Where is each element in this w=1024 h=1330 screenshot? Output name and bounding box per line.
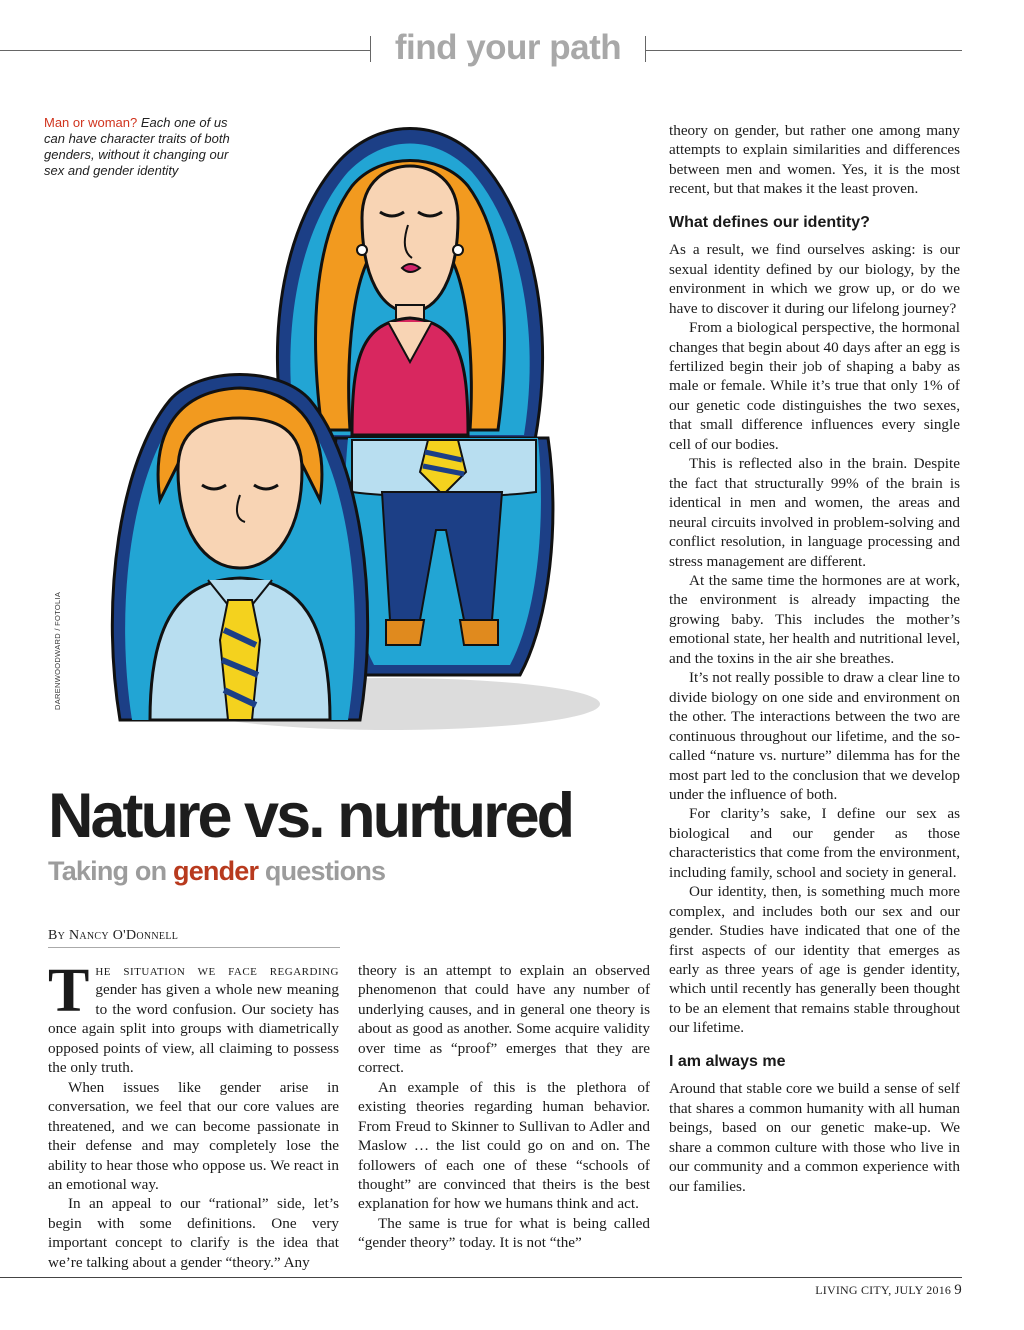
header-tick-right xyxy=(645,36,646,62)
article-column-2 xyxy=(358,961,650,1253)
paragraph-9: At the same time the hormones are at work, the environment is already impacting the growing baby. This includes the mother’s emotional state, her health and nutritional level, and the toxins in the air she breathes. xyxy=(669,571,960,667)
paragraph-3-continued: theory is an attempt to explain an observed phenomenon that could have any number of underlying causes, and in general one theory is about as good as another. Some acquire validity over time as “proof” emerges that they are correct. xyxy=(358,962,650,1077)
paragraph-5-continued: theory on gender, but rather one among many attempts to explain similarities and differences between men and women. Yes, it is the most recent, but that makes it the least proven. xyxy=(669,122,960,198)
subheading-identity: What defines our identity? xyxy=(669,213,870,231)
article-subheadline xyxy=(48,856,385,887)
header-tick-left xyxy=(370,36,371,62)
subheading-always-me: I am always me xyxy=(669,1052,786,1070)
caption-lead: Man or woman? xyxy=(44,115,138,130)
page-number: 9 xyxy=(954,1282,962,1298)
paragraph-1-text: gender has given a whole new meaning to the word confusion. Our society has once again split into groups with diametrically opposed points of view, all claiming to possess the only truth. xyxy=(48,981,339,1077)
paragraph-7: From a biological perspective, the hormonal changes that begin about 40 days after an egg is fertilized begin their job of shaping a baby as male or female. While it’s true that only 1% of our genetic code distinguishes the two sexes, that small difference influences every single cell of our bodies. xyxy=(669,319,960,453)
paragraph-6: As a result, we find ourselves asking: is our sexual identity defined by our biology, by the environment in which we grow up, or do we have to discover it during our lifelong journey? xyxy=(669,241,960,317)
publication-info: LIVING CITY, JULY 2016 xyxy=(815,1283,952,1297)
byline: By Nancy O'Donnell xyxy=(48,928,340,948)
paragraph-8: This is reflected also in the brain. Despite the fact that structurally 99% of the brain is identical in men and women, the areas and neural circuits involved in problem-solving and conflict resolution, in language processing and stress management are different. xyxy=(669,455,960,570)
photo-credit: DARENWOODWARD / FOTOLIA xyxy=(53,591,62,710)
paragraph-2: When issues like gender arise in conversation, we feel that our core values are threatened, and we can become passionate in their defense and may completely lose the ability to hear those who oppose us. We react in an emotional way. xyxy=(48,1078,339,1193)
caption-text: Each one of us can have character traits of both genders, without it changing our sex and gender identity xyxy=(44,115,230,178)
paragraph-12: Our identity, then, is something much more complex, and includes both our sex and our gender. Studies have indicated that one of the first aspects of our identity that emerges as early as three years of age is gender identity, which until recently has generally been thought to be an element that remains stable throughout our lifetime. xyxy=(669,883,960,1037)
article-column-1 xyxy=(48,957,339,1272)
article-column-3 xyxy=(669,121,960,1196)
subhead-highlight: gender xyxy=(173,856,259,886)
drop-cap: T xyxy=(48,957,90,1025)
footer xyxy=(815,1282,962,1299)
paragraph-1 xyxy=(48,957,339,1078)
paragraph-10: It’s not really possible to draw a clear line to divide biology on one side and environment on the other. The interactions between the two are continuous throughout our lifetime, and the so-called “nature vs. nurture” dilemma has for the most part led to the conclusion that we develop under the influence of both. xyxy=(669,669,960,803)
paragraph-3: In an appeal to our “rational” side, let’s begin with some definitions. One very important concept to clarify is the idea that we’re talking about a gender “theory.” Any xyxy=(48,1195,339,1271)
footer-rule xyxy=(0,1277,962,1278)
paragraph-11: For clarity’s sake, I define our sex as biological and our gender as those characteristics that come from the environment, including family, school and society in general. xyxy=(669,805,960,881)
header-rule-left xyxy=(0,50,370,51)
subhead-end: questions xyxy=(258,856,386,886)
paragraph-5: The same is true for what is being called “gender theory” today. It is not “the” xyxy=(358,1214,650,1252)
subhead-start: Taking on xyxy=(48,856,173,886)
paragraph-13: Around that stable core we build a sense of self that shares a common humanity with all human beings, based on our genetic make-up. We share a common culture with those who live in our community and a common experience with our families. xyxy=(669,1080,960,1195)
woman-doll xyxy=(277,129,542,441)
article-headline: Nature vs. nurtured xyxy=(48,781,573,851)
paragraph-4: An example of this is the plethora of existing theories regarding human behavior. From Freud to Skinner to Sullivan to Adler and Maslow … the list could go on and on. The followers of each one of these “schools of thought” are convinced that theirs is the best explanation for how we humans think and act. xyxy=(358,1078,650,1213)
section-title: find your path xyxy=(394,28,622,67)
lead-in: he situation we face regarding xyxy=(95,962,339,979)
header-rule-right xyxy=(645,50,962,51)
nesting-dolls-illustration xyxy=(90,100,610,740)
